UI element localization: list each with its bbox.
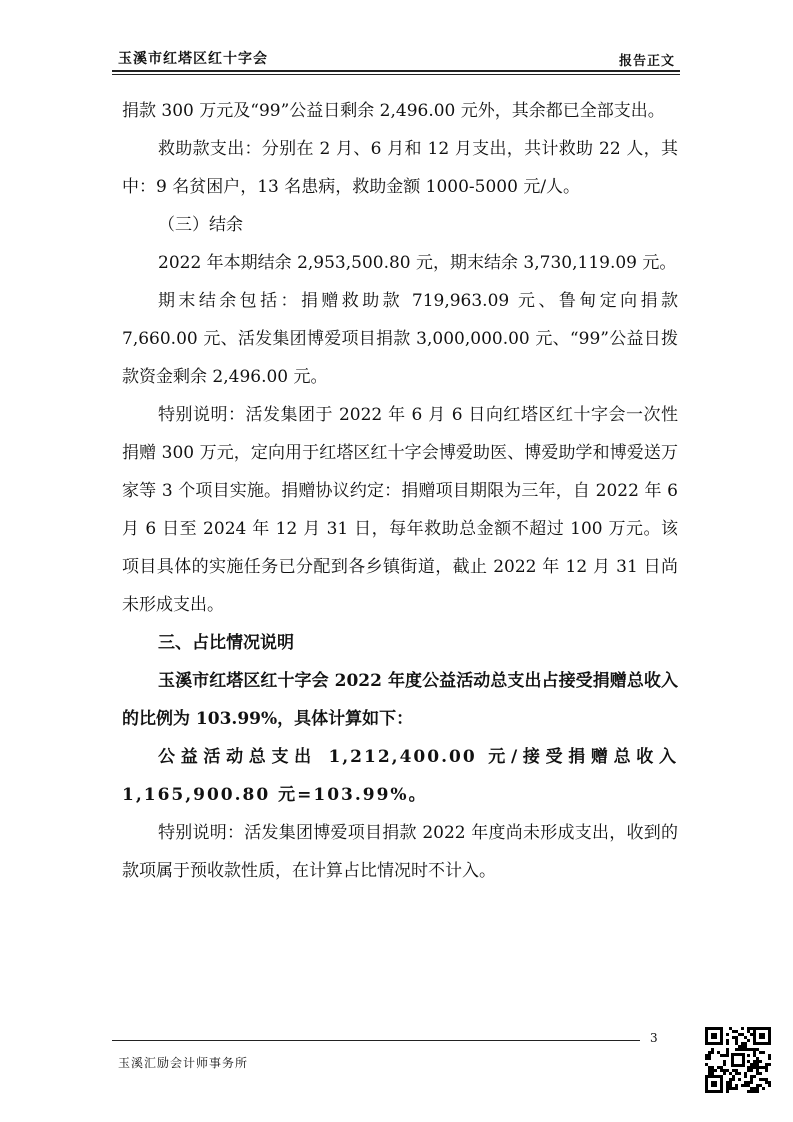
page-number: 3 xyxy=(650,1031,658,1045)
paragraph-donation-remaining: 捐款 300 万元及“99”公益日剩余 2,496.00 元外，其余都已全部支出。 xyxy=(122,101,665,121)
header-organization: 玉溪市红塔区红十字会 xyxy=(118,51,268,67)
section-balance-heading: （三）结余 xyxy=(158,215,243,235)
header-rule-thin xyxy=(112,74,680,75)
header-section-label: 报告正文 xyxy=(618,54,675,69)
paragraph-relief-expense: 救助款支出：分别在 2 月、6 月和 12 月支出，共计救助 22 人，其中：9 名贫困户，13 名患病，救助金额 1000-5000 元/人。 xyxy=(122,139,678,197)
paragraph-special-note-1: 特别说明：活发集团于 2022 年 6 月 6 日向红塔区红十字会一次性捐赠 300 万元，定向用于红塔区红十字会博爱助医、博爱助学和博爱送万家等 3 个项目实施。捐赠协议约定：捐赠项目期限为三年，自 2022 年 6 月 6 日至 2024 年 12 月 31 日，每年救助总金额不超过 100 万元。该项目具体的实施任务已分配到各乡镇街道，截止 2022 年 12 月 31 日尚未形成支出。 xyxy=(122,405,678,615)
header-rule xyxy=(112,70,680,72)
footer-firm-name: 玉溪汇励会计师事务所 xyxy=(118,1056,249,1070)
paragraph-period-balance: 2022 年本期结余 2,953,500.80 元，期末结余 3,730,119.09 元。 xyxy=(158,253,677,273)
paragraph-ratio-statement: 玉溪市红塔区红十字会 2022 年度公益活动总支出占接受捐赠总收入的比例为 103.99%，具体计算如下： xyxy=(122,671,678,729)
paragraph-ratio-calculation: 公益活动总支出 1,212,400.00 元/接受捐赠总收入 1,165,900.80 元=103.99%。 xyxy=(122,747,678,805)
paragraph-special-note-2: 特别说明：活发集团博爱项目捐款 2022 年度尚未形成支出，收到的款项属于预收款性质，在计算占比情况时不计入。 xyxy=(122,823,678,881)
section-ratio-heading: 三、占比情况说明 xyxy=(158,633,294,653)
qr-code-icon xyxy=(703,1025,773,1095)
paragraph-ending-balance-detail: 期末结余包括：捐赠救助款 719,963.09 元、鲁甸定向捐款 7,660.00 元、活发集团博爱项目捐款 3,000,000.00 元、“99”公益日拨款资金剩余 2,496.00 元。 xyxy=(122,291,678,387)
report-body xyxy=(122,92,678,890)
footer-rule xyxy=(112,1040,640,1041)
